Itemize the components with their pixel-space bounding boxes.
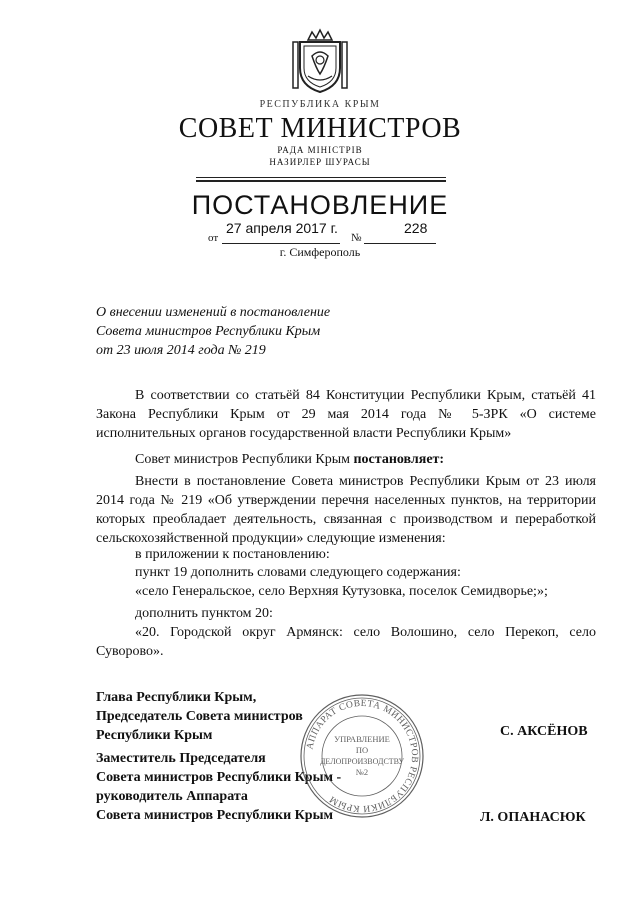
- appendix-line: в приложении к постановлению:: [135, 547, 330, 562]
- item-20-line: дополнить пунктом 20:: [135, 606, 273, 621]
- signature-title-line: Совета министров Республики Крым -: [96, 770, 342, 785]
- amendment-paragraph: Внести в постановление Совета министров Республики Крым от 23 июля 2014 года № 219 «Об утверждении перечня населенных пунктов, на территории которых преобладает деятельность, связанная с производством и переработкой сельскохозяйственной продукции» следующие изменения:: [96, 474, 596, 546]
- preamble-paragraph: В соответствии со статьёй 84 Конституции Республики Крым, статьёй 41 Закона Республики Крым от 29 мая 2014 года № 5-ЗРК «О системе исполнительных органов государственной власти Республики Крым»: [96, 388, 596, 441]
- header-divider-thick: [196, 180, 446, 182]
- header-divider: [196, 177, 446, 178]
- deputy-signature-name: Л. ОПАНАСЮК: [480, 810, 586, 825]
- stamp-line: ПО: [355, 745, 369, 755]
- signature-title-line: Заместитель Председателя: [96, 751, 266, 766]
- stamp-outer-text: АППАРАТ СОВЕТА МИНИСТРОВ РЕСПУБЛИКИ КРЫМ: [305, 698, 420, 814]
- number-label: №: [351, 232, 362, 244]
- resolution-date-row: [208, 222, 438, 242]
- date-underline: [222, 243, 340, 244]
- signature-title-line: Республики Крым: [96, 728, 213, 743]
- signature-title-line: Председатель Совета министров: [96, 709, 303, 724]
- signature-title-line: Глава Республики Крым,: [96, 690, 257, 705]
- resolution-subject: [96, 303, 330, 360]
- council-name: СОВЕТ МИНИСТРОВ: [178, 113, 462, 144]
- decree-paragraph: [96, 450, 596, 469]
- resolution-date: 27 апреля 2017 г.: [226, 220, 338, 236]
- stamp-line: №2: [355, 767, 369, 777]
- number-underline: [364, 243, 436, 244]
- resolution-city: г. Симферополь: [279, 245, 361, 259]
- head-signature-name: С. АКСЁНОВ: [500, 724, 588, 739]
- signature-title-line: Совета министров Республики Крым: [96, 808, 334, 823]
- resolution-heading: ПОСТАНОВЛЕНИЕ: [191, 190, 449, 220]
- item-20-text: «20. Городской округ Армянск: село Волошино, село Перекоп, село Суворово».: [96, 625, 596, 659]
- republic-name: РЕСПУБЛИКА КРЫМ: [259, 99, 381, 110]
- council-name-ua: РАДА МІНІСТРІВ: [277, 145, 363, 155]
- council-name-crh: НАЗИРЛЕР ШУРАСЫ: [269, 157, 371, 167]
- date-from-label: от: [208, 232, 219, 244]
- stamp-line: ДЕЛОПРОИЗВОДСТВУ: [319, 757, 405, 766]
- item-19-line: пункт 19 дополнить словами следующего содержания:: [135, 565, 461, 580]
- subject-line: О внесении изменений в постановление: [96, 305, 331, 320]
- item-19-text: «село Генеральское, село Верхняя Кутузовка, поселок Семидворье;»;: [135, 584, 548, 599]
- subject-line: от 23 июля 2014 года № 219: [96, 343, 266, 358]
- subject-line: Совета министров Республики Крым: [96, 324, 321, 339]
- decree-prefix: Совет министров Республики Крым: [135, 452, 354, 467]
- coat-of-arms-emblem: [290, 28, 350, 96]
- stamp-line: УПРАВЛЕНИЕ: [334, 734, 390, 744]
- head-signature-title: [96, 688, 303, 745]
- signature-title-line: руководитель Аппарата: [96, 789, 248, 804]
- decree-keyword: постановляет:: [353, 452, 445, 467]
- resolution-number: 228: [404, 220, 428, 236]
- official-stamp: [298, 692, 426, 820]
